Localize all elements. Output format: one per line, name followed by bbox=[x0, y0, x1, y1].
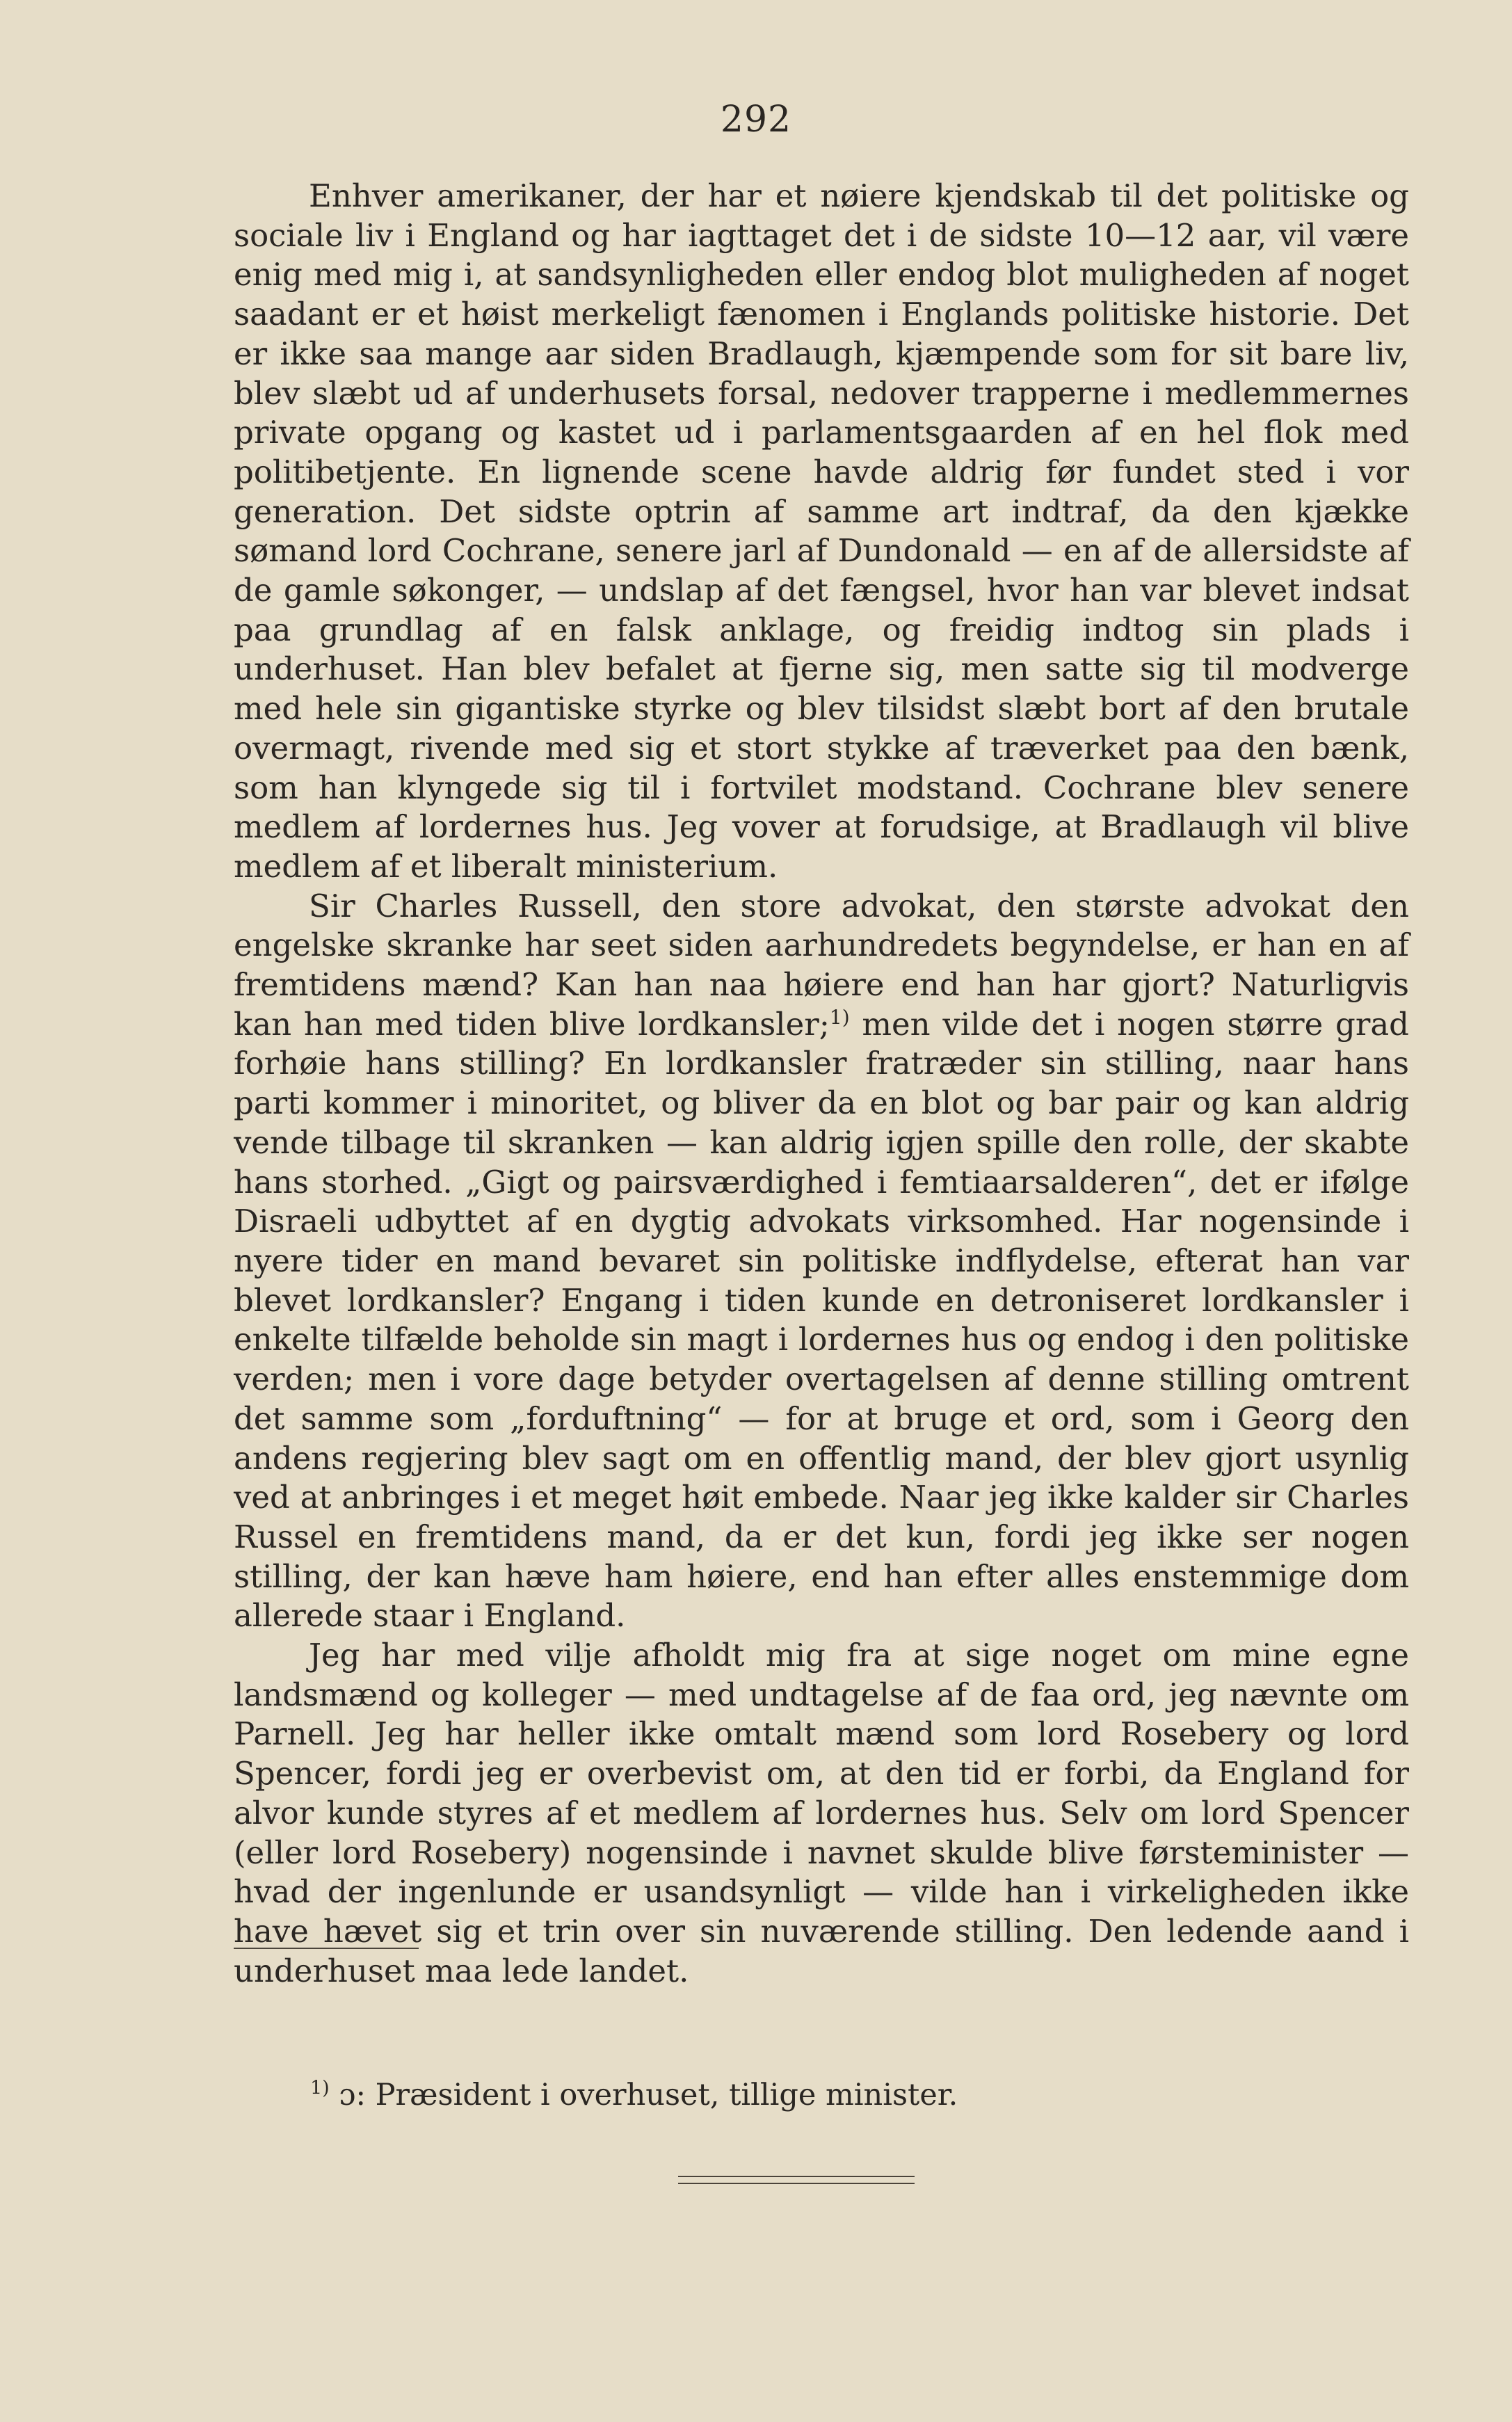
paragraph-2-text-start: Sir Charles Russell, den store advokat, den største advokat den engelske skranke har seet siden aarhundredets begyndelse, er han en af fremtidens mænd? Kan han naa høiere end han har gjort? Naturligvis kan han med tiden blive lordkansler; bbox=[234, 887, 1409, 1043]
footnote-marker: 1) bbox=[310, 2077, 330, 2099]
paragraph-2-text-end: men vilde det i nogen større grad forhøie hans stilling? En lordkansler fratræder sin stilling, naar hans parti kommer i minoritet, og bliver da en blot og bar pair og kan aldrig vende tilbage til skranken — kan aldrig igjen spille den rolle, der skabte hans storhed. „Gigt og pairsværdighed i femtiaarsalderen“, det er ifølge Disraeli udbyttet af en dygtig advokats virksomhed. Har nogensinde i nyere tider en mand bevaret sin politiske indflydelse, efterat han var blevet lordkansler? Engang i tiden kunde en detroniseret lordkansler i enkelte tilfælde beholde sin magt i lordernes hus og endog i den politiske verden; men i vore dage betyder overtagelsen af denne stilling omtrent det samme som „forduftning“ — for at bruge et ord, som i Georg den andens regjering blev sagt om en offentlig mand, der blev gjort usynlig ved at anbringes i et meget høit embede. Naar jeg ikke kalder sir Charles Russel en fremtidens mand, da er det kun, fordi jeg ikke ser nogen stilling, der kan hæve ham høiere, end han efter alles enstemmige dom allerede staar i England. bbox=[234, 1005, 1409, 1635]
footnote-reference: 1) bbox=[829, 1005, 850, 1029]
page-number: 292 bbox=[720, 99, 792, 141]
paragraph-1: Enhver amerikaner, der har et nøiere kjendskab til det politiske og sociale liv i England og har iagttaget det i de sidste 10—12 aar, vil være enig med mig i, at sandsynligheden eller endog blot muligheden af noget saadant er et høist merkeligt fænomen i Englands politiske historie. Det er ikke saa mange aar siden Bradlaugh, kjæmpende som for sit bare liv, blev slæbt ud af underhusets forsal, nedover trapperne i medlemmernes private opgang og kastet ud i parlamentsgaarden af en hel flok med politibetjente. En lignende scene havde aldrig før fundet sted i vor generation. Det sidste optrin af samme art indtraf, da den kjække sømand lord Cochrane, senere jarl af Dundonald — en af de allersidste af de gamle søkonger, — undslap af det fængsel, hvor han var blevet indsat paa grundlag af en falsk anklage, og freidig indtog sin plads i underhuset. Han blev befalet at fjerne sig, men satte sig til modverge med hele sin gigantiske styrke og blev tilsidst slæbt bort af den brutale overmagt, rivende med sig et stort stykke af træverket paa den bænk, som han klyngede sig til i fortvilet modstand. Cochrane blev senere medlem af lordernes hus. Jeg vover at forudsige, at Bradlaugh vil blive medlem af et liberalt ministerium. bbox=[234, 177, 1409, 885]
paragraph-3: Jeg har med vilje afholdt mig fra at sige noget om mine egne landsmænd og kolleger — med undtagelse af de faa ord, jeg nævnte om Parnell. Jeg har heller ikke omtalt mænd som lord Rosebery og lord Spencer, fordi jeg er overbevist om, at den tid er forbi, da England for alvor kunde styres af et medlem af lordernes hus. Selv om lord Spencer (eller lord Rosebery) nogensinde i navnet skulde blive førsteminister — hvad der ingenlunde er usandsynligt — vilde han i virkeligheden ikke have hævet sig et trin over sin nuværende stilling. Den ledende aand i underhuset maa lede landet. bbox=[234, 1637, 1409, 1989]
end-rule-bottom bbox=[678, 2183, 915, 2184]
body-text bbox=[234, 177, 1409, 1991]
end-rule-top bbox=[678, 2176, 915, 2177]
paragraph-2 bbox=[234, 887, 1409, 1636]
footnote-divider bbox=[234, 1948, 419, 1949]
footnote bbox=[310, 2076, 1409, 2115]
footnote-text: ɔ: Præsident i overhuset, tillige minister. bbox=[329, 2078, 958, 2112]
